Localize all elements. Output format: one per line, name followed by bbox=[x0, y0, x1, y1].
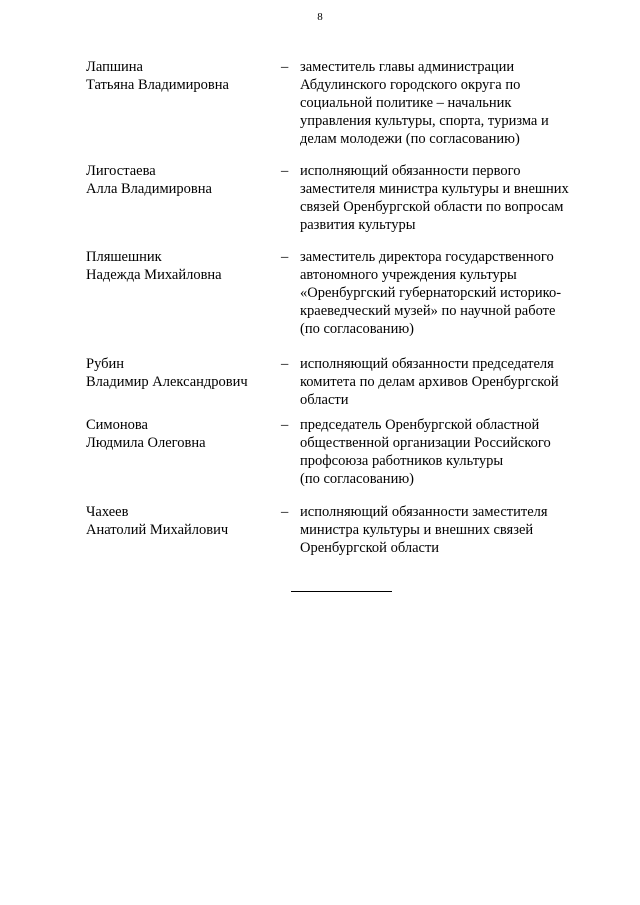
role-line: автономного учреждения культуры bbox=[300, 267, 517, 283]
dash-separator: – bbox=[281, 356, 289, 372]
member-name bbox=[86, 162, 271, 198]
member-name bbox=[86, 503, 271, 539]
page-number: 8 bbox=[317, 11, 323, 23]
member-role bbox=[300, 355, 600, 409]
member-role bbox=[300, 416, 600, 488]
dash-separator: – bbox=[281, 504, 289, 520]
member-surname: Рубин bbox=[86, 356, 125, 372]
role-line: Абдулинского городского округа по bbox=[300, 77, 521, 93]
role-line: заместитель директора государственного bbox=[300, 249, 554, 265]
role-line: социальной политике – начальник bbox=[300, 95, 512, 111]
role-line: исполняющий обязанности заместителя bbox=[300, 504, 548, 520]
dash-separator: – bbox=[281, 163, 289, 179]
role-line: исполняющий обязанности первого bbox=[300, 163, 521, 179]
member-given-names: Алла Владимировна bbox=[86, 181, 212, 197]
member-given-names: Владимир Александрович bbox=[86, 374, 248, 390]
role-line: исполняющий обязанности председателя bbox=[300, 356, 554, 372]
role-line: председатель Оренбургской областной bbox=[300, 417, 540, 433]
role-line: (по согласованию) bbox=[300, 321, 414, 337]
role-line: общественной организации Российского bbox=[300, 435, 551, 451]
member-given-names: Татьяна Владимировна bbox=[86, 77, 229, 93]
member-surname: Симонова bbox=[86, 417, 148, 433]
role-line: краеведческий музей» по научной работе bbox=[300, 303, 556, 319]
member-surname: Пляшешник bbox=[86, 249, 162, 265]
role-line: министра культуры и внешних связей bbox=[300, 522, 534, 538]
member-role bbox=[300, 248, 600, 338]
member-name bbox=[86, 58, 271, 94]
dash-separator: – bbox=[281, 249, 289, 265]
role-line: (по согласованию) bbox=[300, 471, 414, 487]
role-line: управления культуры, спорта, туризма и bbox=[300, 113, 549, 129]
role-line: развития культуры bbox=[300, 217, 416, 233]
member-given-names: Анатолий Михайлович bbox=[86, 522, 229, 538]
role-line: области bbox=[300, 392, 349, 408]
member-given-names: Людмила Олеговна bbox=[86, 435, 206, 451]
dash-separator: – bbox=[281, 59, 289, 75]
member-surname: Лигостаева bbox=[86, 163, 156, 179]
role-line: связей Оренбургской области по вопросам bbox=[300, 199, 564, 215]
role-line: заместитель главы администрации bbox=[300, 59, 515, 75]
member-surname: Чахеев bbox=[86, 504, 129, 520]
role-line: профсоюза работников культуры bbox=[300, 453, 504, 469]
member-given-names: Надежда Михайловна bbox=[86, 267, 222, 283]
member-name bbox=[86, 248, 271, 284]
role-line: заместителя министра культуры и внешних bbox=[300, 181, 569, 197]
member-role bbox=[300, 58, 600, 148]
end-of-list-rule bbox=[291, 591, 392, 592]
member-name bbox=[86, 416, 271, 452]
member-role bbox=[300, 503, 600, 557]
role-line: делам молодежи (по согласованию) bbox=[300, 131, 520, 147]
member-name bbox=[86, 355, 271, 391]
member-role bbox=[300, 162, 600, 234]
role-line: Оренбургской области bbox=[300, 540, 440, 556]
role-line: комитета по делам архивов Оренбургской bbox=[300, 374, 559, 390]
member-surname: Лапшина bbox=[86, 59, 143, 75]
dash-separator: – bbox=[281, 417, 289, 433]
role-line: «Оренбургский губернаторский историко- bbox=[300, 285, 562, 301]
